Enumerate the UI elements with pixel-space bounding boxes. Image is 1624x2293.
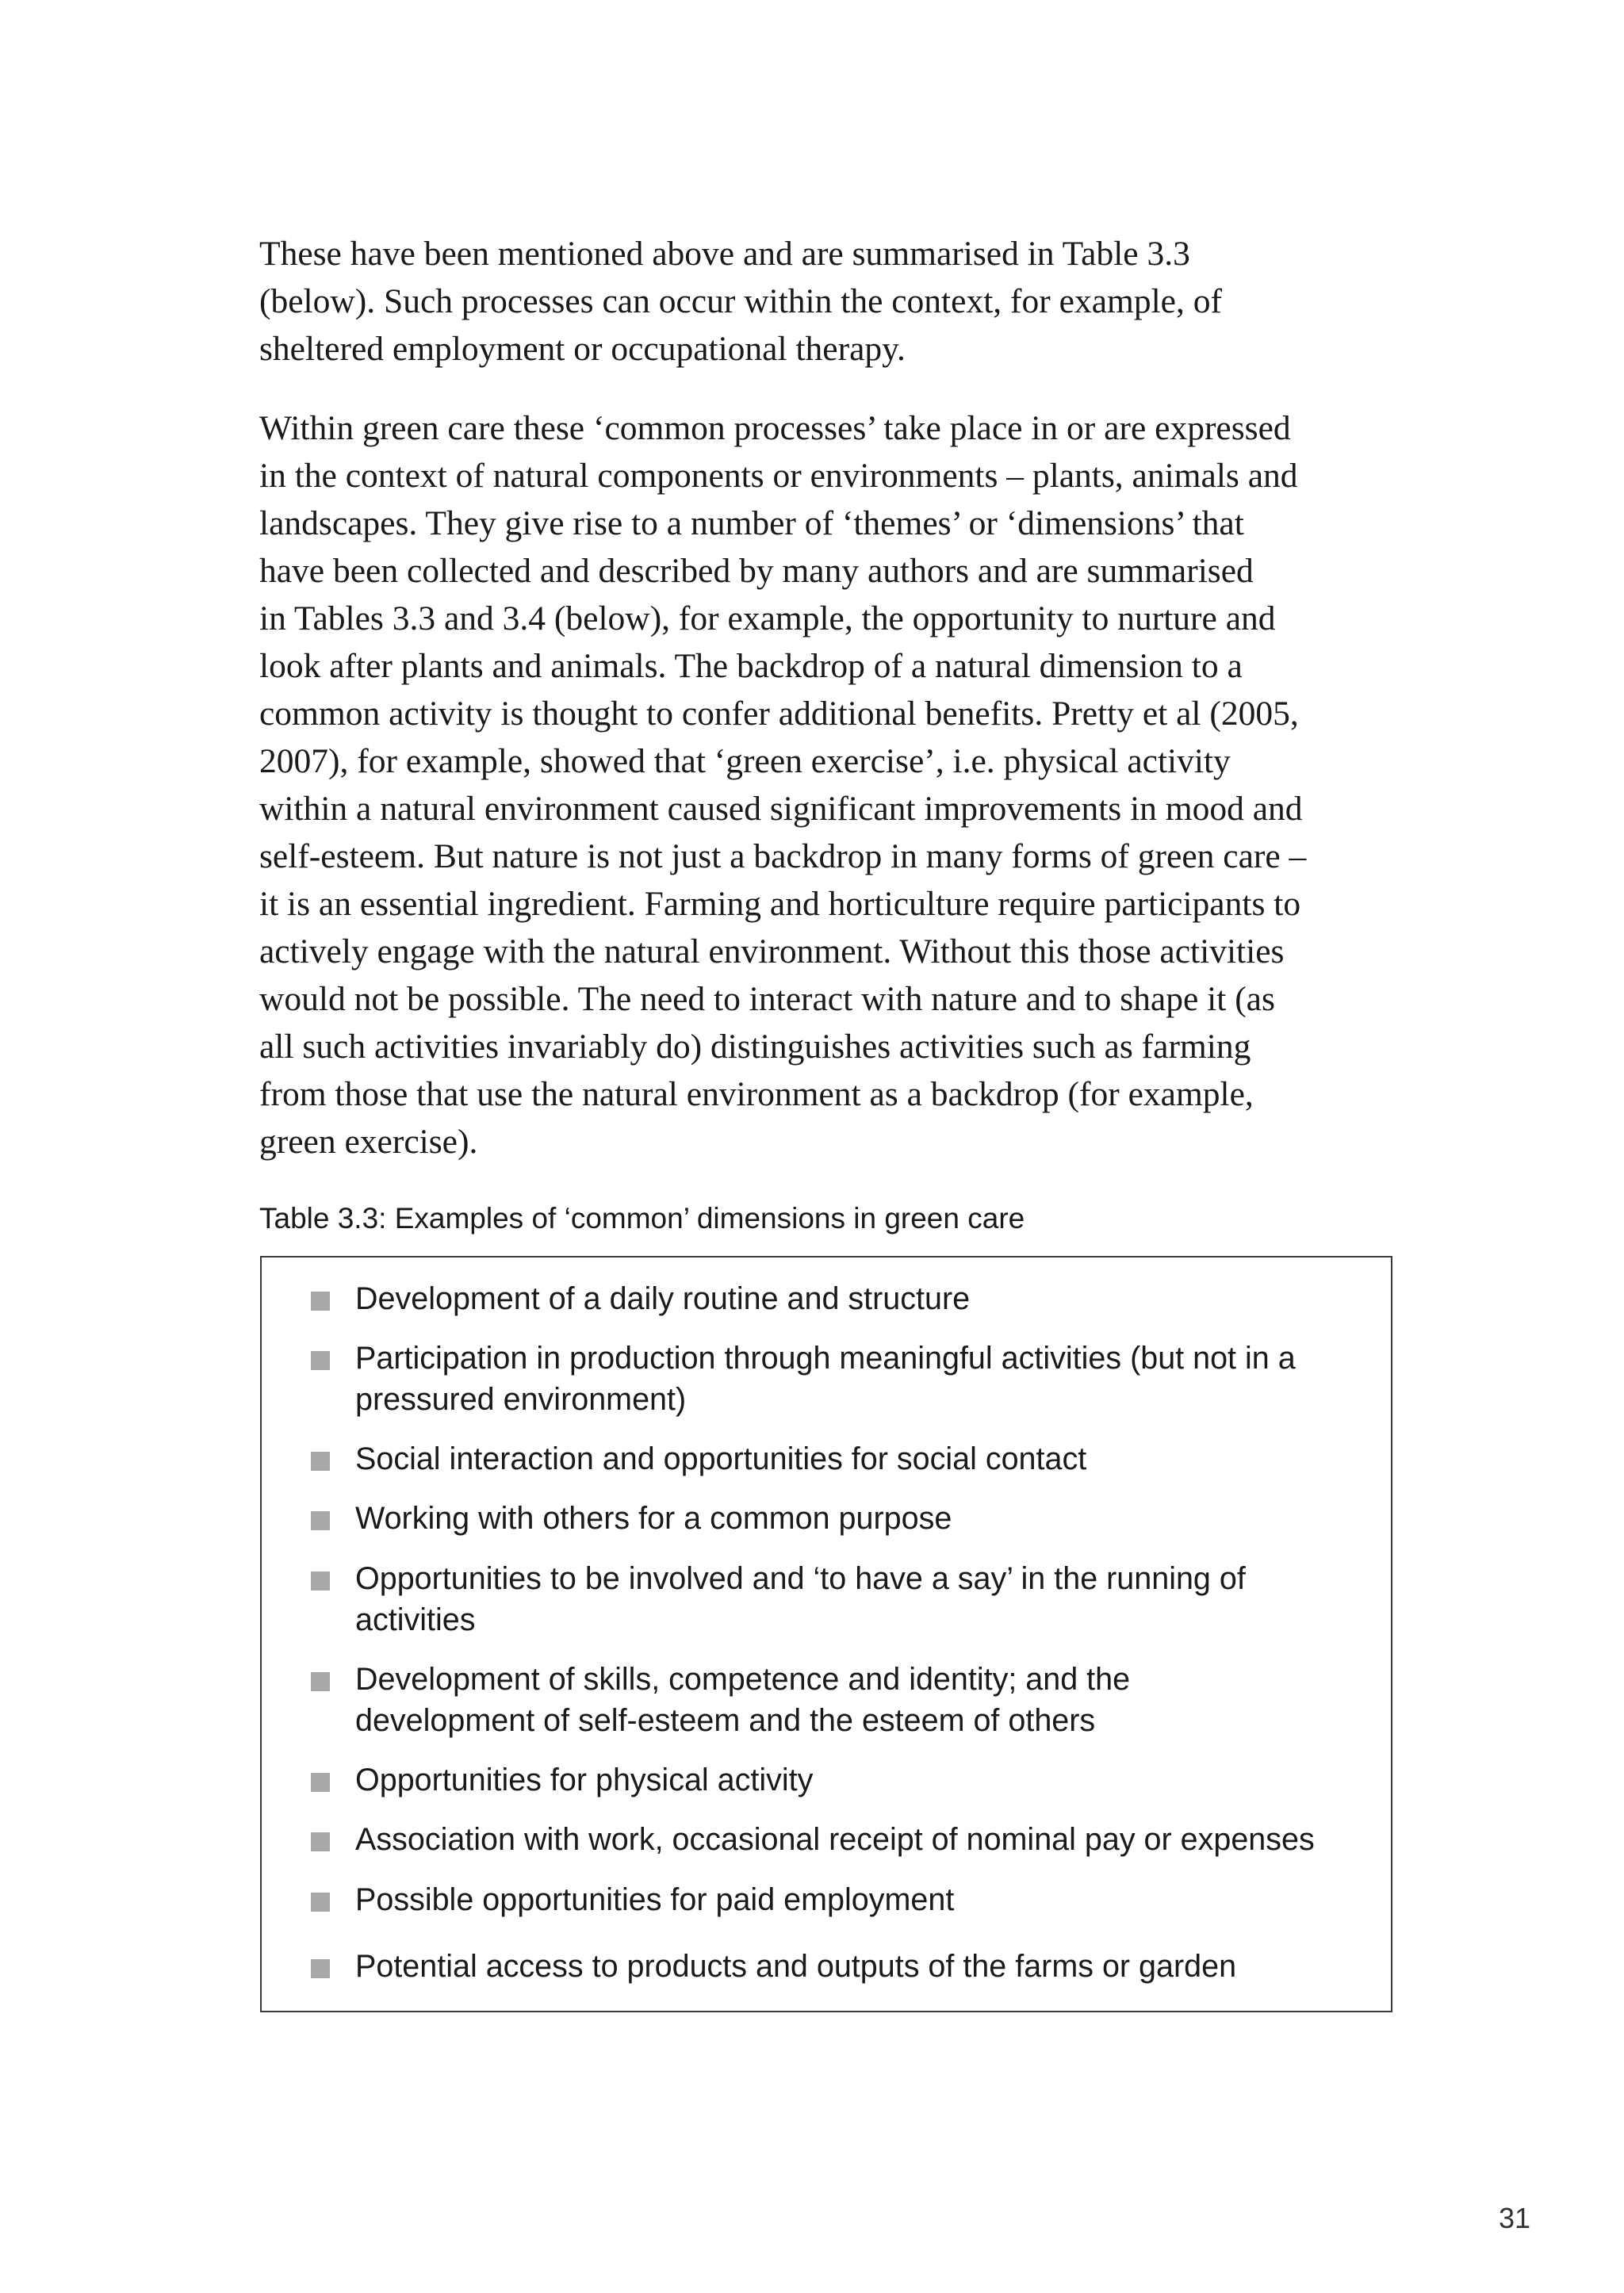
list-item <box>311 1338 1373 1420</box>
body-paragraph-1 <box>259 230 1401 373</box>
dimensions-table-box <box>260 1256 1392 2012</box>
list-item-text: Opportunities for physical activity <box>355 1763 814 1797</box>
list-item <box>311 1946 1373 1987</box>
square-bullet-icon <box>311 1832 330 1851</box>
list-item-text: Participation in production through meaningful activities (but not in a pressured environment) <box>355 1341 1296 1417</box>
list-item <box>311 1759 1373 1801</box>
square-bullet-icon <box>311 1511 330 1530</box>
square-bullet-icon <box>311 1452 330 1471</box>
list-item-text: Working with others for a common purpose <box>355 1501 952 1536</box>
square-bullet-icon <box>311 1672 330 1691</box>
list-item-text: Social interaction and opportunities for social contact <box>355 1441 1087 1476</box>
square-bullet-icon <box>311 1893 330 1912</box>
list-item <box>311 1659 1373 1741</box>
square-bullet-icon <box>311 1959 330 1978</box>
list-item-text: Association with work, occasional receipt of nominal pay or expenses <box>355 1822 1315 1857</box>
list-item <box>311 1819 1373 1860</box>
square-bullet-icon <box>311 1351 330 1370</box>
square-bullet-icon <box>311 1571 330 1591</box>
list-item <box>311 1879 1373 1920</box>
paragraph-text: Within green care these ‘common processes’ take place in or are expressed in the context of natural components or environments – plants, animals and landscapes. They give rise to a number of ‘themes’ or ‘dimensions’ that have been collected and described by many authors and are summarised in Tables 3.3 and 3.4 (below), for example, the opportunity to nurture and look after plants and animals. The backdrop of a natural dimension to a common activity is thought to confer additional benefits. Pretty et al (2005, 2007), for example, showed that ‘green exercise’, i.e. physical activity within a natural environment caused significant improvements in mood and self-esteem. But nature is not just a backdrop in many forms of green care – it is an essential ingredient. Farming and horticulture require participants to actively engage with the natural environment. Without this those activities would not be possible. The need to interact with nature and to shape it (as all such activities invariably do) distinguishes activities such as farming from those that use the natural environment as a backdrop (for example, green exercise). <box>259 409 1307 1161</box>
list-item-text: Development of skills, competence and identity; and the development of self-esteem and the esteem of others <box>355 1662 1131 1738</box>
list-item-text: Opportunities to be involved and ‘to have a say’ in the running of activities <box>355 1561 1246 1637</box>
square-bullet-icon <box>311 1773 330 1792</box>
body-paragraph-2 <box>259 404 1401 1166</box>
list-item <box>311 1438 1373 1480</box>
list-item <box>311 1498 1373 1539</box>
paragraph-text: These have been mentioned above and are summarised in Table 3.3 (below). Such processes can occur within the context, for example, of sheltered employment or occupational therapy. <box>259 235 1222 368</box>
table-caption: Table 3.3: Examples of ‘common’ dimensions in green care <box>259 1202 1025 1235</box>
list-item-text: Possible opportunities for paid employment <box>355 1882 955 1917</box>
list-item <box>311 1278 1373 1319</box>
list-item-text: Potential access to products and outputs of the farms or garden <box>355 1949 1237 1984</box>
list-item-text: Development of a daily routine and structure <box>355 1281 971 1316</box>
list-item <box>311 1558 1373 1640</box>
page-number: 31 <box>1498 2202 1530 2234</box>
square-bullet-icon <box>311 1292 330 1311</box>
